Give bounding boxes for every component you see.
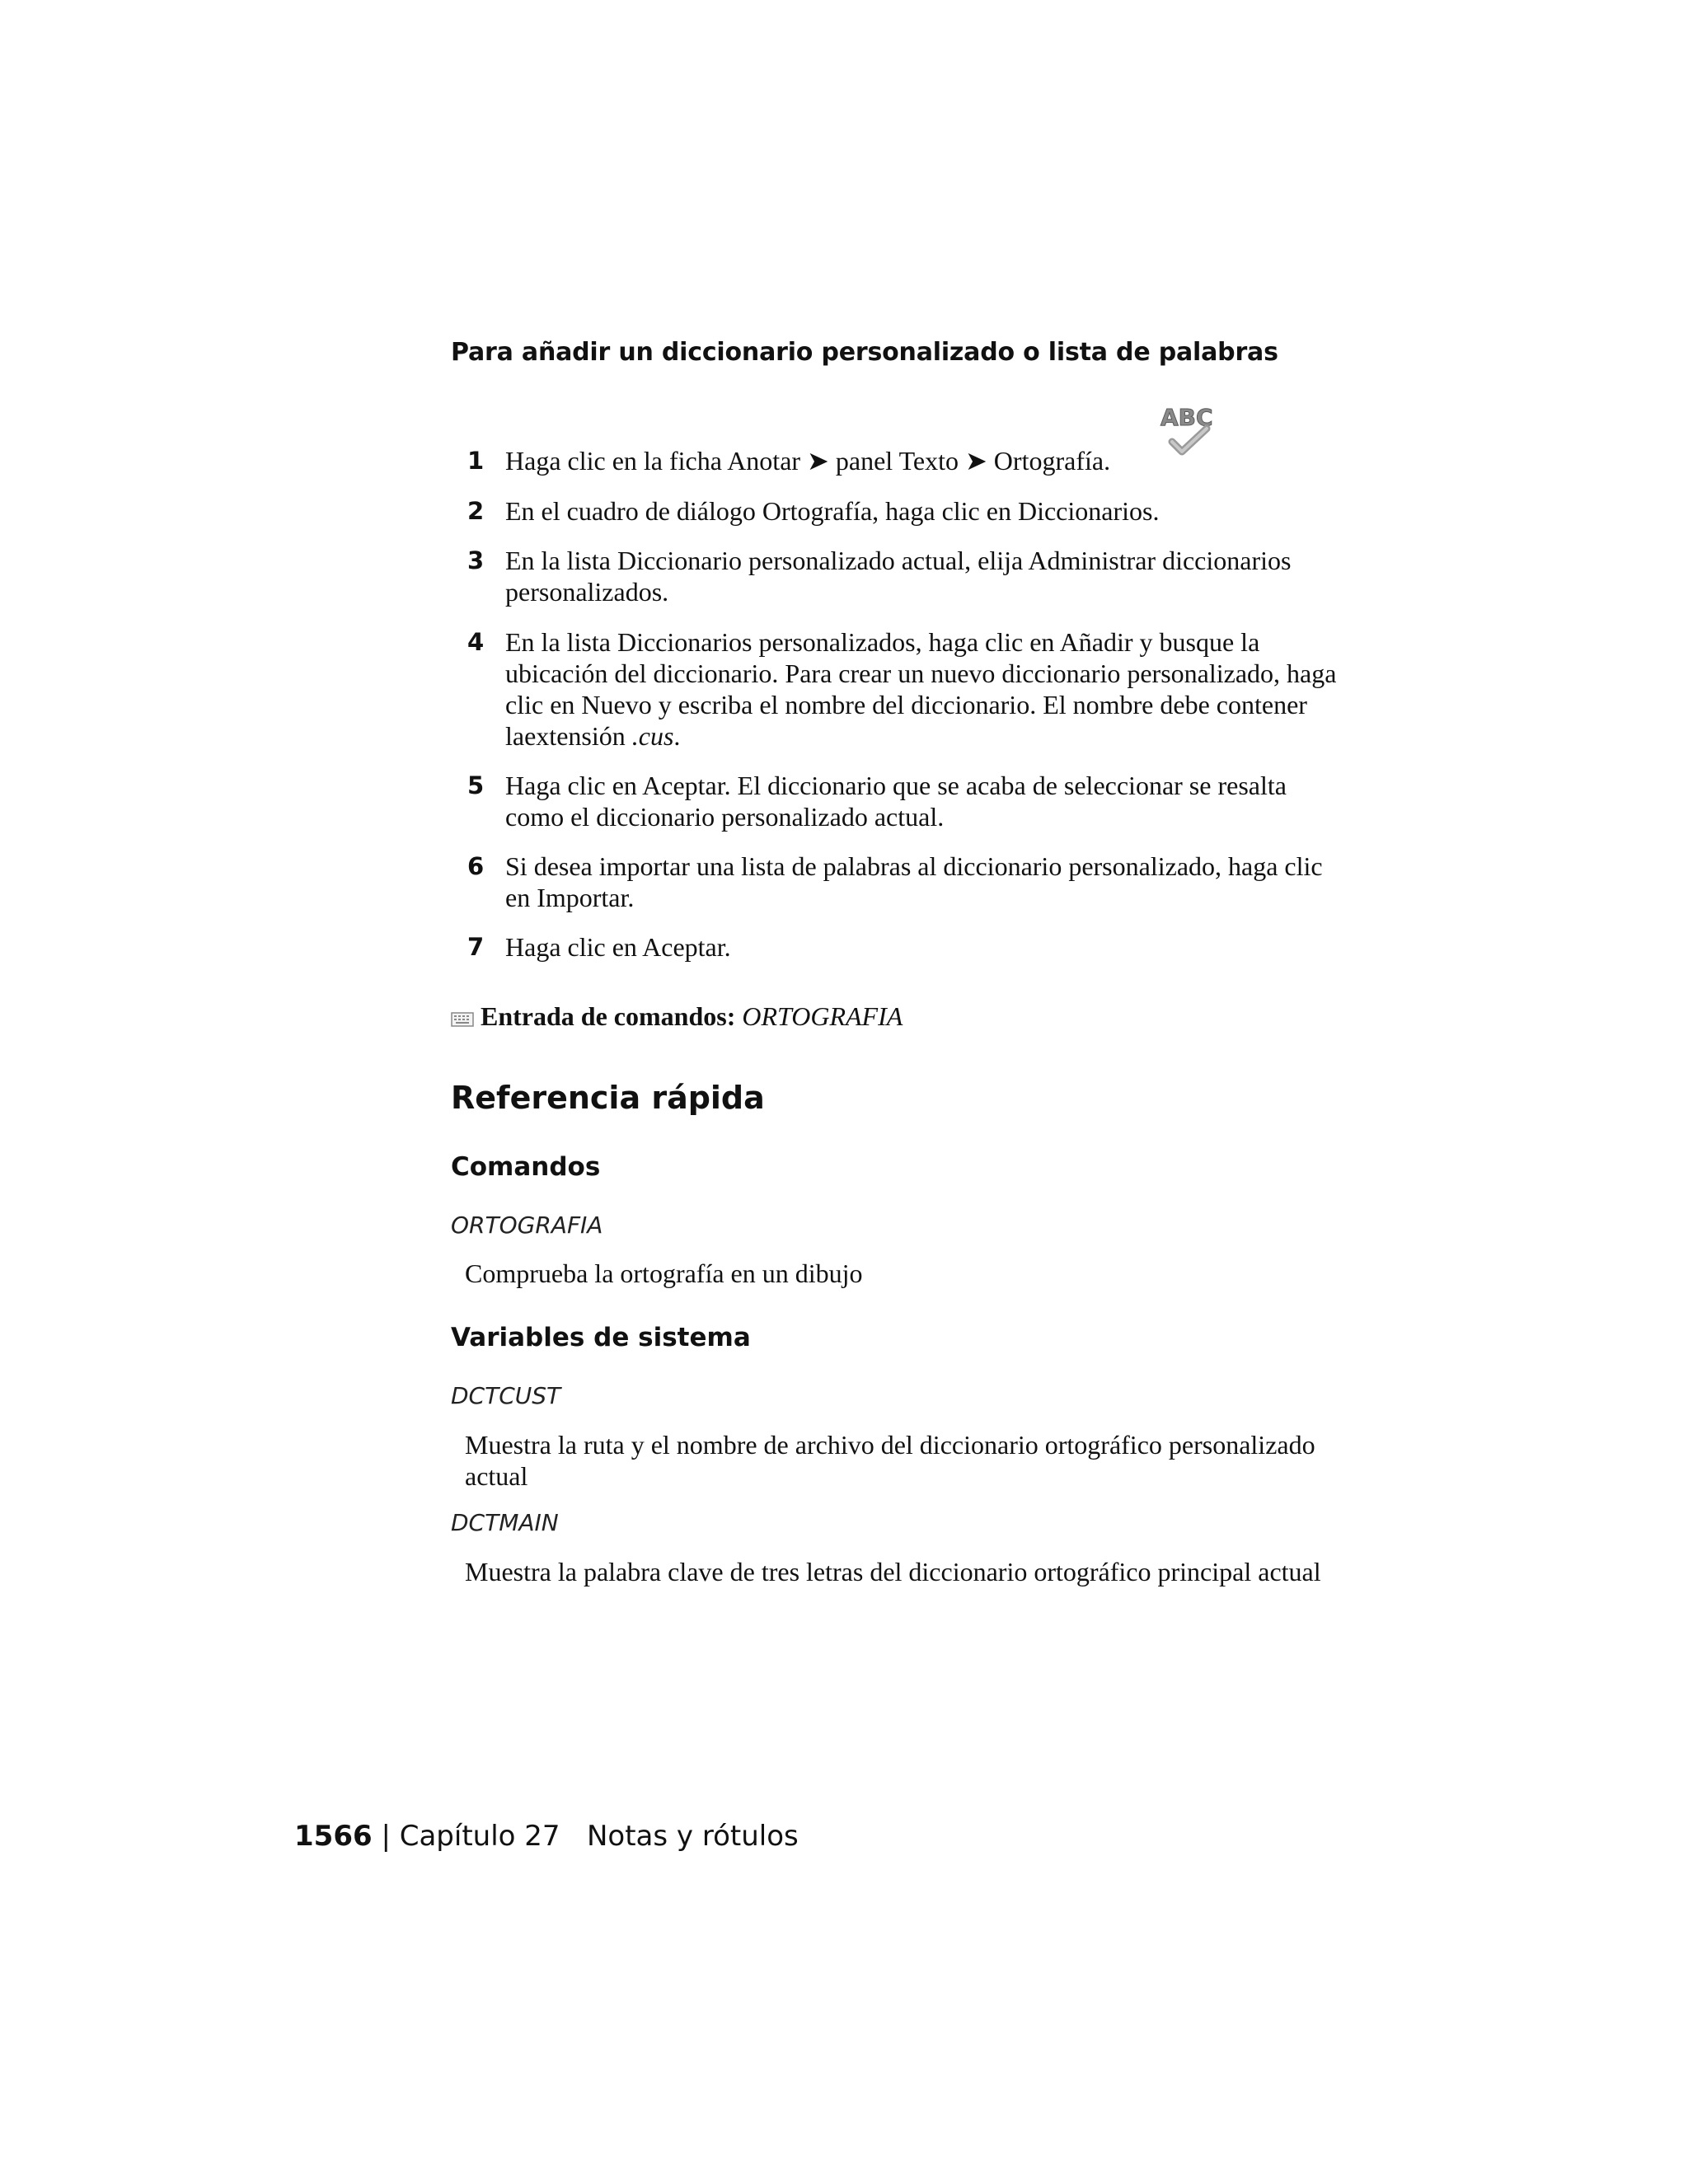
step-text: Haga clic en la ficha Anotar ➤ panel Texto ➤ Ortografía. <box>505 446 1111 476</box>
command-name: ORTOGRAFIA <box>451 1212 603 1239</box>
sysvar-description: Muestra la ruta y el nombre de archivo del diccionario ortográfico personalizado actual <box>465 1430 1315 1491</box>
page-number: 1566 <box>294 1820 373 1853</box>
page-footer <box>294 1820 799 1853</box>
step-number: 3 <box>467 546 485 574</box>
sysvar-description: Muestra la palabra clave de tres letras del diccionario ortográfico principal actual <box>465 1557 1321 1586</box>
file-extension: .cus <box>631 721 674 751</box>
command-entry-label: Entrada de comandos: <box>481 1001 736 1031</box>
step-number: 4 <box>467 628 485 656</box>
keyboard-icon <box>451 1011 474 1028</box>
procedure-title: Para añadir un diccionario personalizado o lista de palabras <box>451 338 1278 367</box>
step-number: 7 <box>467 933 485 961</box>
sysvar-name: DCTMAIN <box>451 1509 559 1536</box>
step-text <box>505 626 1346 752</box>
command-description: Comprueba la ortografía en un dibujo <box>465 1258 863 1288</box>
step-text-body: En la lista Diccionarios personalizados, haga clic en Añadir y busque la ubicación del diccionario. Para crear un nuevo diccionario personalizado, haga clic en Nuevo y escriba el nombre del diccionario. El nombre debe contener laextensión <box>505 627 1337 751</box>
step-text: Haga clic en Aceptar. El diccionario que se acaba de seleccionar se resalta como el diccionario personalizado actual. <box>505 771 1287 832</box>
step-number: 1 <box>467 447 485 475</box>
step-text: En el cuadro de diálogo Ortografía, haga clic en Diccionarios. <box>505 496 1160 526</box>
sysvar-name: DCTCUST <box>451 1382 561 1409</box>
footer-separator: | <box>381 1820 391 1853</box>
step-number: 6 <box>467 852 485 880</box>
step-number: 2 <box>467 497 485 525</box>
step-text: Haga clic en Aceptar. <box>505 932 731 962</box>
sysvars-heading: Variables de sistema <box>451 1323 751 1352</box>
commands-heading: Comandos <box>451 1152 601 1182</box>
chapter-label: Capítulo 27 <box>399 1820 560 1853</box>
step-number: 5 <box>467 771 485 799</box>
quick-reference-heading: Referencia rápida <box>451 1080 765 1116</box>
step-text: En la lista Diccionario personalizado actual, elija Administrar diccionarios personalizados. <box>505 546 1292 607</box>
svg-text:ABC: ABC <box>1160 404 1213 431</box>
chapter-title: Notas y rótulos <box>586 1820 799 1853</box>
step-text: Si desea importar una lista de palabras al diccionario personalizado, haga clic en Importar. <box>505 851 1323 912</box>
step-text-end: . <box>673 721 681 751</box>
command-entry-value: ORTOGRAFIA <box>742 1001 903 1031</box>
command-entry <box>451 1001 903 1032</box>
